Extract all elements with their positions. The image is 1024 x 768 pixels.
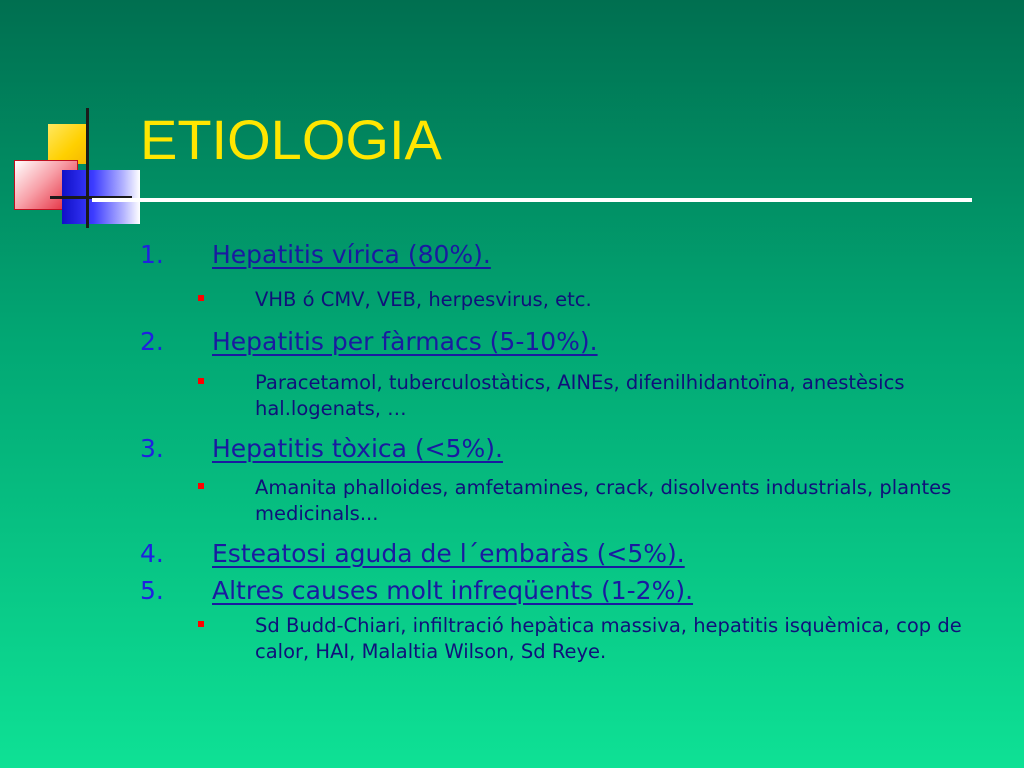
list-item xyxy=(140,576,980,605)
slide-title: ETIOLOGIA xyxy=(140,108,442,171)
sub-bullet xyxy=(140,370,980,422)
item-number: 3. xyxy=(140,434,164,463)
yellow-square-decoration xyxy=(48,124,86,164)
sub-bullet xyxy=(140,475,980,527)
item-number: 5. xyxy=(140,576,164,605)
item-link-text[interactable]: Hepatitis tòxica (<5%). xyxy=(212,434,503,463)
vertical-line-decoration xyxy=(86,108,89,228)
square-bullet-icon xyxy=(198,295,204,301)
item-link-text[interactable]: Hepatitis per fàrmacs (5-10%). xyxy=(212,327,598,356)
list-item xyxy=(140,327,980,356)
square-bullet-icon xyxy=(198,483,204,489)
square-bullet-icon xyxy=(198,378,204,384)
sub-bullet-text: Sd Budd-Chiari, infiltració hepàtica massiva, hepatitis isquèmica, cop de calor, HAI, Malaltia Wilson, Sd Reye. xyxy=(255,614,962,663)
square-bullet-icon xyxy=(198,621,204,627)
item-number: 2. xyxy=(140,327,164,356)
title-underline-rule xyxy=(92,198,972,202)
sub-bullet-text: VHB ó CMV, VEB, herpesvirus, etc. xyxy=(255,288,592,311)
item-number: 1. xyxy=(140,240,164,269)
list-item xyxy=(140,240,980,269)
item-link-text[interactable]: Hepatitis vírica (80%). xyxy=(212,240,491,269)
item-link-text[interactable]: Altres causes molt infreqüents (1-2%). xyxy=(212,576,694,605)
item-link-text[interactable]: Esteatosi aguda de l´embaràs (<5%). xyxy=(212,539,685,568)
title-decoration xyxy=(0,0,160,240)
sub-bullet-text: Amanita phalloides, amfetamines, crack, disolvents industrials, plantes medicinals... xyxy=(255,476,952,525)
list-item xyxy=(140,539,980,568)
item-number: 4. xyxy=(140,539,164,568)
sub-bullet xyxy=(140,613,980,665)
list-item xyxy=(140,434,980,463)
slide-content xyxy=(140,234,980,665)
sub-bullet xyxy=(140,287,980,313)
sub-bullet-text: Paracetamol, tuberculostàtics, AINEs, difenilhidantoïna, anestèsics hal.logenats, … xyxy=(255,371,905,420)
